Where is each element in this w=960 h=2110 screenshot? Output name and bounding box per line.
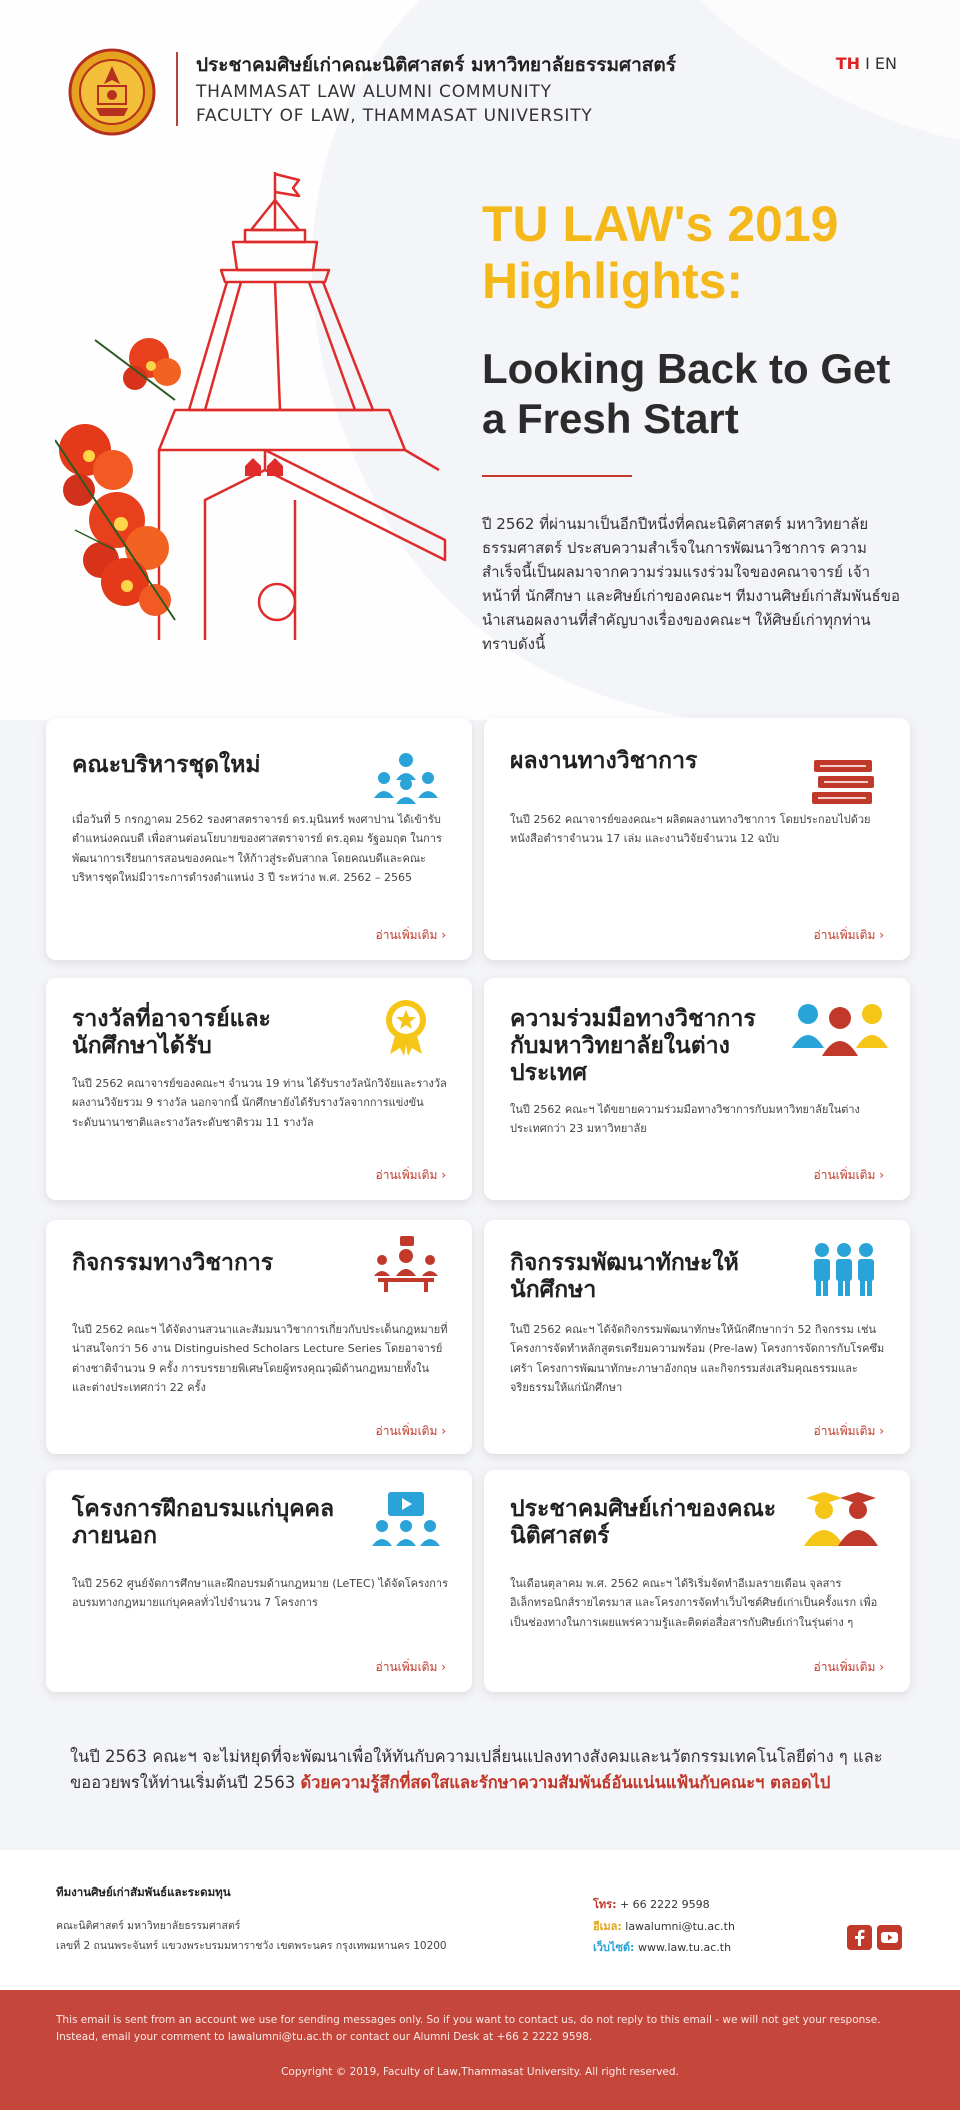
books-icon xyxy=(808,752,880,810)
card-body: เมื่อวันที่ 5 กรกฎาคม 2562 รองศาสตราจารย์ ดร.มุนินทร์ พงศาปาน ได้เข้ารับตำแหน่งคณบดี เพื่อสานต่อนโยบายของศาสตราจารย์ ดร.อุดม รัฐอมฤต ในการพัฒนาการเรียนการสอนของคณะฯ ให้ก้าวสู่ระดับสากล โดยคณบดีและคณะบริหารชุดใหม่มีวาระการดำรงตำแหน่ง 3 ปี ระหว่าง พ.ศ. 2562 – 2565 xyxy=(72,813,442,884)
partners-icon xyxy=(790,1000,890,1058)
card-body: ในปี 2562 คณาจารย์ของคณะฯ ผลิตผลงานทางวิชาการ โดยประกอบไปด้วยหนังสือตำราจำนวน 17 เล่ม และงานวิจัยจำนวน 12 ฉบับ xyxy=(510,813,871,846)
hero-divider xyxy=(482,475,632,477)
faculty-logo xyxy=(68,48,156,136)
read-more-link[interactable]: อ่านเพิ่มเติม › xyxy=(375,1168,446,1182)
award-icon xyxy=(370,998,442,1056)
card-international-cooperation xyxy=(484,978,910,1200)
header-divider xyxy=(176,52,178,126)
card-title: ความร่วมมือทางวิชาการกับมหาวิทยาลัยในต่างประเทศ xyxy=(510,1006,756,1087)
language-switcher xyxy=(836,54,897,73)
card-title: ประชาคมศิษย์เก่าของคณะนิติศาสตร์ xyxy=(510,1496,777,1550)
read-more-link[interactable]: อ่านเพิ่มเติม › xyxy=(813,1168,884,1182)
card-academic-activities xyxy=(46,1220,472,1454)
site-title-english: THAMMASAT LAW ALUMNI COMMUNITY xyxy=(196,82,552,102)
closing-highlight: ด้วยความรู้สึกที่สดใสและรักษาความสัมพันธ์อันแน่นแฟ้นกับคณะฯ ตลอดไป xyxy=(300,1773,831,1793)
header xyxy=(0,0,960,140)
graduates-icon xyxy=(796,1488,886,1546)
card-title: คณะบริหารชุดใหม่ xyxy=(72,752,261,778)
training-icon xyxy=(370,1490,442,1548)
footer-team-name: ทีมงานศิษย์เก่าสัมพันธ์และระดมทุน xyxy=(56,1885,231,1899)
youtube-icon[interactable] xyxy=(877,1925,902,1950)
card-title: กิจกรรมทางวิชาการ xyxy=(72,1250,274,1276)
phone-label: โทร: xyxy=(593,1898,617,1911)
meeting-icon xyxy=(370,1234,442,1292)
card-body: ในปี 2562 คณะฯ ได้จัดกิจกรรมพัฒนาทักษะให้นักศึกษากว่า 52 กิจกรรม เช่น โครงการจัดทำหลักสูตรเตรียมความพร้อม (Pre-law) โครงการจัดการกับโรคซึมเศร้า โครงการพัฒนาทักษะภาษาอังกฤษ และกิจกรรมส่งเสริมคุณธรรมและจริยธรรมให้แก่นักศึกษา xyxy=(510,1323,885,1394)
card-external-training xyxy=(46,1470,472,1692)
footer-note-line1: This email is sent from an account we use for sending messages only. So if you want to contact us, do not reply to this email - we will not get your response. xyxy=(56,2014,881,2026)
read-more-link[interactable]: อ่านเพิ่มเติม › xyxy=(375,1424,446,1438)
card-body: ในปี 2562 คณะฯ ได้ขยายความร่วมมือทางวิชาการกับมหาวิทยาลัยในต่างประเทศกว่า 23 มหาวิทยาลัย xyxy=(510,1103,860,1136)
lang-en-link[interactable]: EN xyxy=(874,54,897,73)
card-academic-works xyxy=(484,718,910,960)
hero-intro-text: ปี 2562 ที่ผ่านมาเป็นอีกปีหนึ่งที่คณะนิติศาสตร์ มหาวิทยาลัยธรรมศาสตร์ ประสบความสำเร็จในการพัฒนาวิชาการ ความสำเร็จนี้เป็นผลมาจากความร่วมแรงร่วมใจของคณาจารย์ เจ้าหน้าที่ นักศึกษา และศิษย์เก่าของคณะฯ ทีมงานศิษย์เก่าสัมพันธ์ขอนำเสนอผลงานที่สำคัญบางเรื่องของคณะฯ ให้ศิษย์เก่าทุกท่านทราบดังนี้ xyxy=(482,515,900,653)
students-icon xyxy=(808,1240,880,1298)
footer-address-line1: คณะนิติศาสตร์ มหาวิทยาลัยธรรมศาสตร์ xyxy=(56,1920,241,1932)
flower-cluster-bottom xyxy=(55,424,175,620)
dome-flower-illustration xyxy=(55,170,455,680)
site-title-thai: ประชาคมศิษย์เก่าคณะนิติศาสตร์ มหาวิทยาลัยธรรมศาสตร์ xyxy=(196,54,676,76)
flower-cluster-top xyxy=(95,338,181,400)
card-title: รางวัลที่อาจารย์และนักศึกษาได้รับ xyxy=(72,1006,271,1060)
lang-th-link[interactable]: TH xyxy=(835,54,861,73)
team-leader-icon xyxy=(370,748,442,806)
footer-phone xyxy=(593,1895,710,1913)
card-title: ผลงานทางวิชาการ xyxy=(510,748,698,774)
card-body: ในเดือนตุลาคม พ.ศ. 2562 คณะฯ ได้ริเริ่มจัดทำอีเมลรายเดือน จุลสารอิเล็กทรอนิกส์รายไตรมาส และโครงการจัดทำเว็บไซต์ศิษย์เก่าเป็นครั้งแรก เพื่อเป็นช่องทางในการเผยแพร่ความรู้และติดต่อสื่อสารกับศิษย์เก่าในรุ่นต่าง ๆ xyxy=(510,1577,878,1629)
card-awards xyxy=(46,978,472,1200)
card-alumni-community xyxy=(484,1470,910,1692)
footer-website xyxy=(593,1938,731,1956)
hero-headline: TU LAW's 2019 Highlights: xyxy=(482,196,839,309)
phone-value[interactable]: + 66 2222 9598 xyxy=(616,1898,710,1911)
footer-copyright: Copyright © 2019, Faculty of Law,Thammasat University. All right reserved. xyxy=(281,2066,679,2078)
read-more-link[interactable]: อ่านเพิ่มเติม › xyxy=(813,1424,884,1438)
card-title: โครงการฝึกอบรมแก่บุคคลภายนอก xyxy=(72,1496,335,1550)
website-label: เว็บไซต์: xyxy=(593,1941,635,1954)
footer-address-line2: เลขที่ 2 ถนนพระจันทร์ แขวงพระบรมมหาราชวัง เขตพระนคร กรุงเทพมหานคร 10200 xyxy=(56,1940,447,1952)
closing-message xyxy=(70,1744,900,1797)
email-label: อีเมล: xyxy=(593,1920,622,1933)
lang-separator: I xyxy=(865,54,870,73)
card-body: ในปี 2562 คณะฯ ได้จัดงานสวนาและสัมมนาวิชาการเกี่ยวกับประเด็นกฎหมายที่น่าสนใจกว่า 56 งาน Distinguished Scholars Lecture Series โดยอาจารย์ต่างชาติจำนวน 9 ครั้ง การบรรยายพิเศษโดยผู้ทรงคุณวุฒิด้านกฎหมายทั้งในและต่างประเทศกว่า 22 ครั้ง xyxy=(72,1323,448,1394)
website-link[interactable]: www.law.tu.ac.th xyxy=(634,1941,732,1954)
card-body: ในปี 2562 ศูนย์จัดการศึกษาและฝึกอบรมด้านกฎหมาย (LeTEC) ได้จัดโครงการอบรมทางกฎหมายแก่บุคคลทั่วไปจำนวน 7 โครงการ xyxy=(72,1577,448,1610)
hero-subheadline: Looking Back to Get a Fresh Start xyxy=(482,345,891,442)
read-more-link[interactable]: อ่านเพิ่มเติม › xyxy=(813,928,884,942)
card-title: กิจกรรมพัฒนาทักษะให้นักศึกษา xyxy=(510,1250,739,1304)
read-more-link[interactable]: อ่านเพิ่มเติม › xyxy=(813,1660,884,1674)
read-more-link[interactable]: อ่านเพิ่มเติม › xyxy=(375,1660,446,1674)
footer-note-line2: Instead, email your comment to lawalumni@tu.ac.th or contact our Alumni Desk at +66 2 2222 9598. xyxy=(56,2031,593,2043)
card-new-administration xyxy=(46,718,472,960)
read-more-link[interactable]: อ่านเพิ่มเติม › xyxy=(375,928,446,942)
site-subtitle-english: FACULTY OF LAW, THAMMASAT UNIVERSITY xyxy=(196,106,593,126)
footer-email xyxy=(593,1917,735,1935)
email-link[interactable]: lawalumni@tu.ac.th xyxy=(621,1920,735,1933)
facebook-icon[interactable] xyxy=(847,1925,872,1950)
footer-legal-bar xyxy=(0,1990,960,2110)
closing-text: ในปี 2563 คณะฯ จะไม่หยุดที่จะพัฒนาเพื่อให้ทันกับความเปลี่ยนแปลงทางสังคมและนวัตกรรมเทคโนโลยีต่าง ๆ และขออวยพรให้ท่านเริ่มต้นปี 2563 xyxy=(70,1747,883,1793)
card-body: ในปี 2562 คณาจารย์ของคณะฯ จำนวน 19 ท่าน ได้รับรางวัลนักวิจัยและรางวัลผลงานวิจัยรวม 9 รางวัล นอกจากนี้ นักศึกษายังได้รับรางวัลจากการแข่งขันระดับนานาชาติและรางวัลระดับชาติรวม 11 รางวัล xyxy=(72,1077,447,1129)
card-student-skills xyxy=(484,1220,910,1454)
